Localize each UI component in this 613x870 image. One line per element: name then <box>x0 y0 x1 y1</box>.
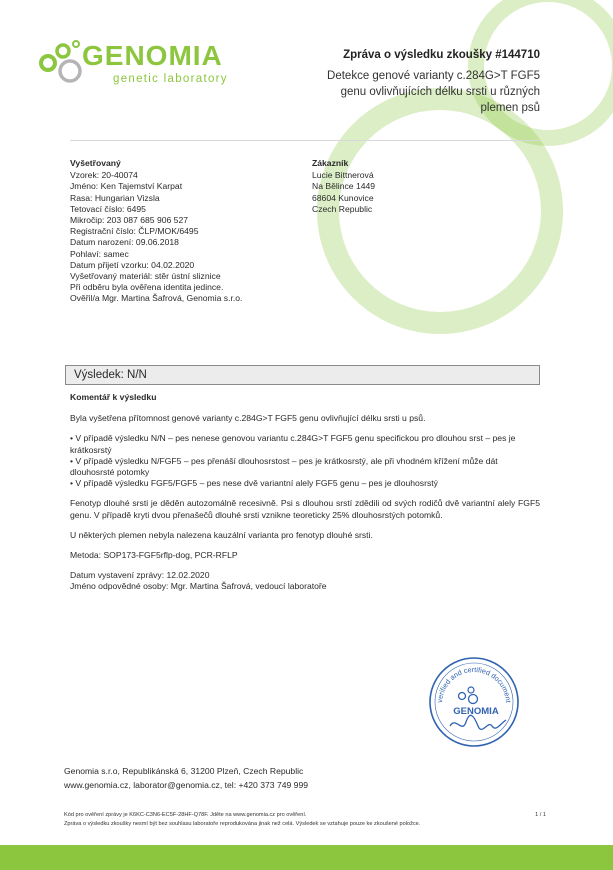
responsible-person: Jméno odpovědné osoby: Mgr. Martina Šafrová, vedoucí laboratoře <box>70 581 327 592</box>
subject-heading: Vyšetřovaný <box>70 158 121 168</box>
customer-line: Na Bělince 1449 <box>312 181 376 192</box>
comment-inheritance: Fenotyp dlouhé srsti je děděn autozomálně recesivně. Psi s dlouhou srstí zdědili od svých rodičů dvě variantní alely FGF5 genu. V případě kryti dvou přenašečů dlouhé srsti vznikne teoreticky 25% dlouhosrstých potomků. <box>70 498 540 520</box>
customer-line: 68604 Kunovice <box>312 192 374 203</box>
subject-line: Datum narození: 09.06.2018 <box>70 237 179 248</box>
reproduction-disclaimer: Zpráva o výsledku zkoušky nesmí být bez souhlasu laboratoře reprodukována jinak než celá. Výsledek se vztahuje pouze ke zkoušené položce. <box>64 821 421 827</box>
logo-icon <box>38 38 82 84</box>
customer-line: Lucie Bittnerová <box>312 170 374 181</box>
header-divider <box>70 140 540 141</box>
report-subtitle: Detekce genové varianty c.284G>T FGF5 genu ovlivňujících délku srsti u různých plemen psů <box>327 70 540 114</box>
customer-heading: Zákazník <box>312 158 349 168</box>
signature-icon <box>450 715 506 729</box>
subject-line: Pohlaví: samec <box>70 248 129 259</box>
customer-line: Czech Republic <box>312 203 373 214</box>
subject-line: Tetovací číslo: 6495 <box>70 203 146 214</box>
comment-method: Metoda: SOP173-FGF5rflp-dog, PCR-RFLP <box>70 550 238 561</box>
issue-date: Datum vystavení zprávy: 12.02.2020 <box>70 570 210 581</box>
logo-name: GENOMIA <box>82 40 223 71</box>
stamp-name: GENOMIA <box>453 706 499 717</box>
report-title: Zpráva o výsledku zkoušky #144710 <box>343 49 540 61</box>
subject-section <box>70 158 300 305</box>
comment-heading: Komentář k výsledku <box>70 392 157 402</box>
stamp-text: verified and certified document <box>434 664 513 704</box>
subject-line: Vzorek: 20-40074 <box>70 170 138 181</box>
report-header <box>310 48 540 116</box>
page-number: 1 / 1 <box>535 812 546 818</box>
footer-address: Genomia s.r.o, Republikánská 6, 31200 Plzeň, Czech Republic <box>64 766 304 776</box>
subject-line: Datum přijetí vzorku: 04.02.2020 <box>70 259 195 270</box>
result-box <box>65 365 540 385</box>
subject-line: Rasa: Hungarian Vizsla <box>70 192 160 203</box>
comment-intro: Byla vyšetřena přítomnost genové varianty c.284G>T FGF5 genu ovlivňující délku srsti u psů. <box>70 413 426 424</box>
subject-line: Při odběru byla ověřena identita jedince. <box>70 282 224 293</box>
comment-bullet: • V případě výsledku FGF5/FGF5 – pes nese dvě variantní alely FGF5 genu – pes je dlouhosrstý <box>70 478 438 489</box>
customer-section <box>312 158 512 215</box>
comment-bullet: • V případě výsledku N/N – pes nenese genovou variantu c.284G>T FGF5 genu specifickou pro dlouhou srst – pes je krátkosrstý <box>70 433 516 455</box>
footer-contact: www.genomia.cz, laborator@genomia.cz, tel: +420 373 749 999 <box>64 780 309 790</box>
footer-address-block <box>64 764 308 792</box>
subject-line: Mikročip: 203 087 685 906 527 <box>70 215 189 226</box>
result-label: Výsledek: N/N <box>74 369 147 381</box>
comment-note: U některých plemen nebyla nalezena kauzální varianta pro fenotyp dlouhé srsti. <box>70 529 373 540</box>
certification-stamp-icon <box>426 654 522 750</box>
logo <box>82 42 228 85</box>
comment-bullet: • V případě výsledku N/FGF5 – pes přenáší dlouhosrstost – pes je krátkosrstý, ale při vhodném křížení může dát dlouhosrsté potomky <box>70 455 498 478</box>
footer-fine-print <box>64 811 420 829</box>
subject-line: Registrační číslo: ČLP/MOK/6495 <box>70 226 199 237</box>
subject-line: Jméno: Ken Tajemství Karpat <box>70 181 183 192</box>
footer-bar <box>0 845 613 870</box>
comment-section <box>70 392 540 593</box>
logo-tagline: genetic laboratory <box>113 73 228 85</box>
verification-code-note: Kód pro ověření zprávy je K6KC-C3N6-EC5F-28HF-Q78F. Jděte na www.genomia.cz pro ověření. <box>64 812 307 818</box>
subject-line: Vyšetřovaný materiál: stěr ústní sliznice <box>70 271 221 282</box>
subject-line: Ověřil/a Mgr. Martina Šafrová, Genomia s.r.o. <box>70 293 243 304</box>
